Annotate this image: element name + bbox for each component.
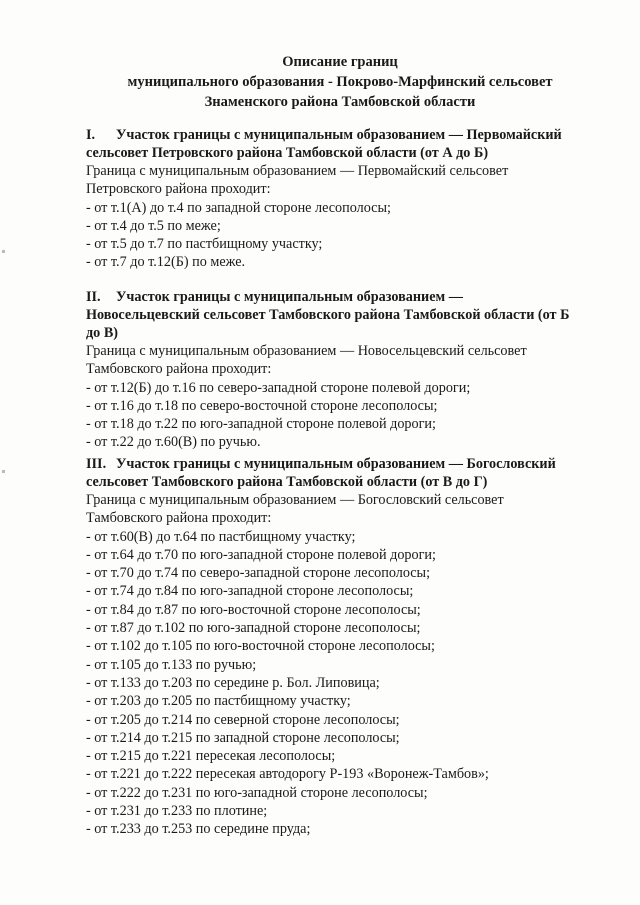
list-item: - от т.18 до т.22 по юго-западной стороне полевой дороги; [86,416,436,433]
heading-line: до В) [86,325,119,341]
section-number: I. [86,127,96,143]
heading-line: Участок границы с муниципальным образованием — [116,289,463,305]
intro-line: Граница с муниципальным образованием — Первомайский сельсовет [86,163,509,179]
list-item: - от т.16 до т.18 по северо-восточной стороне лесополосы; [86,397,438,414]
boundary-list [86,199,606,272]
list-item: - от т.12(Б) до т.16 по северо-западной стороне полевой дороги; [86,379,471,396]
list-item: - от т.221 до т.222 пересекая автодорогу Р-193 «Воронеж-Тамбов»; [86,766,489,783]
section-heading [86,455,606,491]
list-item: - от т.64 до т.70 по юго-западной стороне полевой дороги; [86,546,436,563]
scan-mark [2,470,5,473]
document-title [60,52,620,112]
list-item: - от т.5 до т.7 по пастбищному участку; [86,236,323,253]
section-intro [86,491,606,528]
section-1 [86,126,606,272]
scan-mark [2,250,5,253]
list-item: - от т.4 до т.5 по меже; [86,217,221,234]
list-item: - от т.60(В) до т.64 по пастбищному участку; [86,528,356,545]
title-line: Описание границ [282,54,398,70]
list-item: - от т.205 до т.214 по северной стороне лесополосы; [86,711,400,728]
heading-line: Участок границы с муниципальным образованием — Богословский [116,456,556,472]
section-2 [86,288,606,452]
list-item: - от т.22 до т.60(В) по ручью. [86,434,261,451]
heading-line: Новосельцевский сельсовет Тамбовского района Тамбовской области (от Б [86,307,570,323]
intro-line: Граница с муниципальным образованием — Новосельцевский сельсовет [86,343,527,359]
list-item: - от т.105 до т.133 по ручью; [86,656,257,673]
section-intro [86,162,606,199]
intro-line: Тамбовского района проходит: [86,361,272,378]
heading-line: сельсовет Тамбовского района Тамбовской области (от В до Г) [86,474,488,490]
list-item: - от т.233 до т.253 по середине пруда; [86,821,311,838]
section-number: II. [86,289,101,305]
section-intro [86,342,606,379]
section-number: III. [86,456,107,472]
boundary-list [86,379,606,452]
section-3 [86,455,606,839]
intro-line: Петровского района проходит: [86,181,271,198]
list-item: - от т.222 до т.231 по юго-западной стороне лесополосы; [86,784,428,801]
list-item: - от т.102 до т.105 по юго-восточной стороне лесополосы; [86,638,435,655]
list-item: - от т.214 до т.215 по западной стороне лесополосы; [86,729,400,746]
list-item: - от т.215 до т.221 пересекая лесополосы; [86,748,336,765]
intro-line: Тамбовского района проходит: [86,510,272,527]
section-heading [86,126,606,162]
list-item: - от т.7 до т.12(Б) по меже. [86,254,246,271]
intro-line: Граница с муниципальным образованием — Богословский сельсовет [86,492,504,508]
list-item: - от т.84 до т.87 по юго-восточной стороне лесополосы; [86,601,421,618]
title-line: Знаменского района Тамбовской области [204,94,476,110]
list-item: - от т.1(А) до т.4 по западной стороне лесополосы; [86,199,391,216]
title-line: муниципального образования - Покрово-Марфинский сельсовет [127,74,553,90]
list-item: - от т.87 до т.102 по юго-западной стороне лесополосы; [86,620,421,637]
list-item: - от т.231 до т.233 по плотине; [86,803,268,820]
list-item: - от т.74 до т.84 по юго-западной стороне лесополосы; [86,583,414,600]
heading-line: сельсовет Петровского района Тамбовской области (от А до Б) [86,145,489,161]
section-heading [86,288,606,342]
heading-line: Участок границы с муниципальным образованием — Первомайский [116,127,562,143]
list-item: - от т.133 до т.203 по середине р. Бол. Липовица; [86,674,380,691]
list-item: - от т.70 до т.74 по северо-западной стороне лесополосы; [86,565,431,582]
boundary-list [86,528,606,839]
list-item: - от т.203 до т.205 по пастбищному участку; [86,693,351,710]
